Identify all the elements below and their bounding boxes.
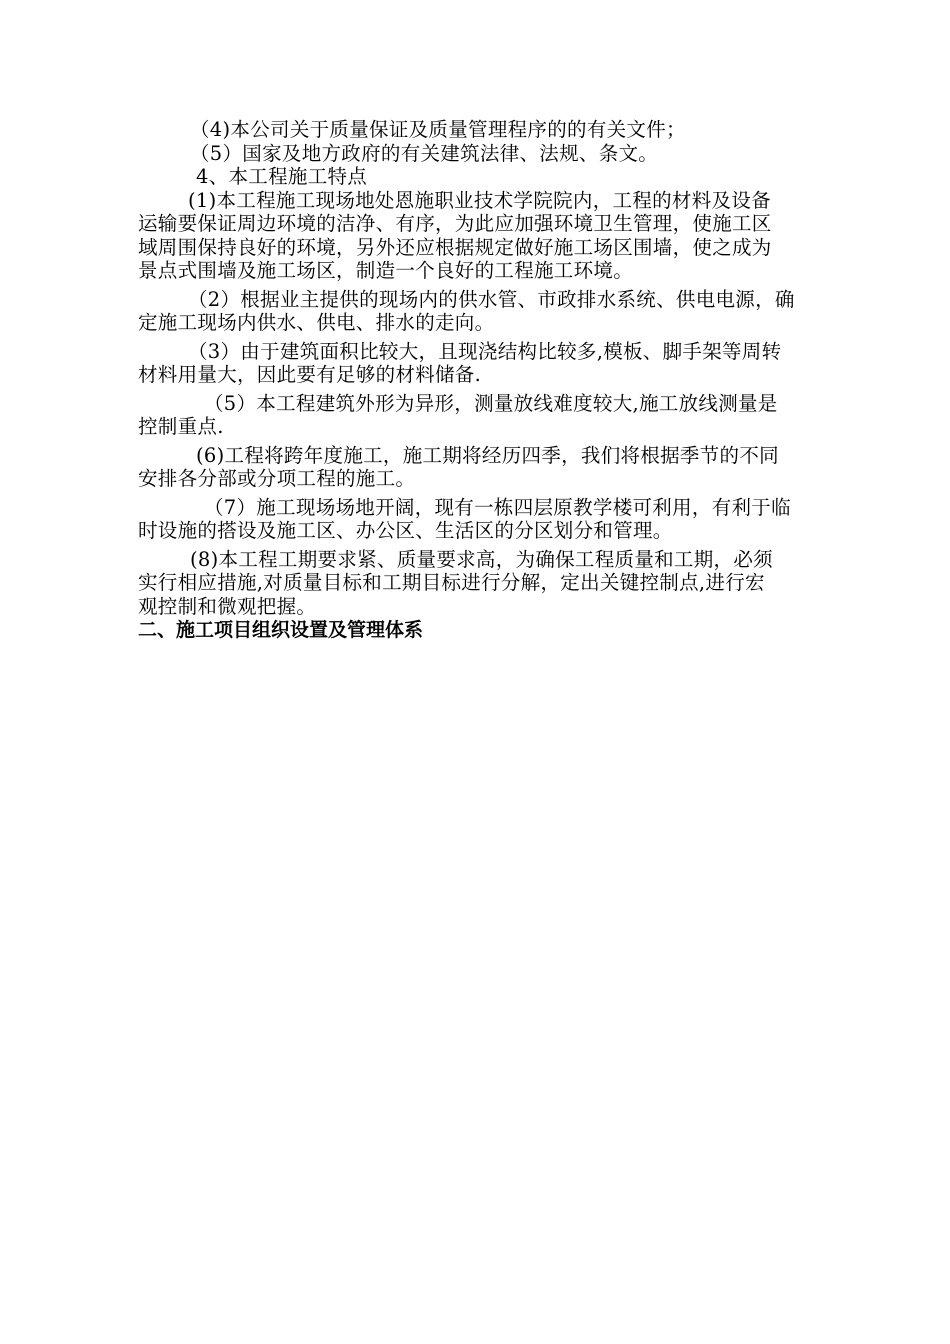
paragraph-line: 实行相应措施,对质量目标和工期目标进行分解，定出关键控制点,进行宏	[138, 571, 765, 594]
paragraph-1	[138, 189, 860, 283]
paragraph-line: (8)本工程工期要求紧、质量要求高，为确保工程质量和工期，必须	[190, 547, 773, 571]
paragraph-line: 材料用量大，因此要有足够的材料储备.	[138, 363, 482, 386]
paragraph-line: （2）根据业主提供的现场内的供水管、市政排水系统、供电电源，确	[188, 287, 795, 311]
reference-item-5: （5）国家及地方政府的有关建筑法律、法规、条文。	[190, 141, 659, 165]
paragraph-line: （7）施工现场场地开阔，现有一栋四层原教学楼可利用，有利于临	[204, 495, 791, 519]
paragraph-line: （3）由于建筑面积比较大，且现浇结构比较多,模板、脚手架等周转	[188, 339, 782, 363]
paragraph-4	[138, 392, 860, 439]
paragraph-line: 域周围保持良好的环境，另外还应根据规定做好施工场区围墙，使之成为	[138, 235, 772, 259]
paragraph-3	[138, 340, 860, 387]
paragraph-6	[138, 496, 860, 543]
paragraph-line: 时设施的搭设及施工区、办公区、生活区的分区划分和管理。	[138, 519, 673, 542]
section-heading: 二、施工项目组织设置及管理体系	[138, 619, 424, 641]
subsection-title: 4、本工程施工特点	[196, 165, 368, 188]
paragraph-2	[138, 288, 860, 335]
paragraph-line: 定施工现场内供水、供电、排水的走向。	[138, 311, 495, 334]
paragraph-line: （5）本工程建筑外形为异形，测量放线难度较大,施工放线测量是	[204, 391, 778, 415]
paragraph-line: 运输要保证周边环境的洁净、有序，为此应加强环境卫生管理，使施工区	[138, 212, 772, 235]
paragraph-line: 景点式围墙及施工场区，制造一个良好的工程施工环境。	[138, 259, 634, 282]
paragraph-7	[138, 548, 860, 619]
paragraph-line: (6)工程将跨年度施工，施工期将经历四季，我们将根据季节的不同	[196, 443, 779, 467]
paragraph-5	[138, 444, 860, 491]
paragraph-line: 控制重点.	[138, 415, 224, 438]
paragraph-line: 安排各分部或分项工程的施工。	[138, 467, 416, 490]
paragraph-line: 观控制和微观把握。	[138, 594, 317, 618]
reference-item-4: （4)本公司关于质量保证及质量管理程序的的有关文件；	[190, 118, 686, 141]
document-body	[138, 118, 860, 642]
paragraph-line: (1)本工程施工现场地处恩施职业技术学院院内，工程的材料及设备	[188, 188, 771, 212]
